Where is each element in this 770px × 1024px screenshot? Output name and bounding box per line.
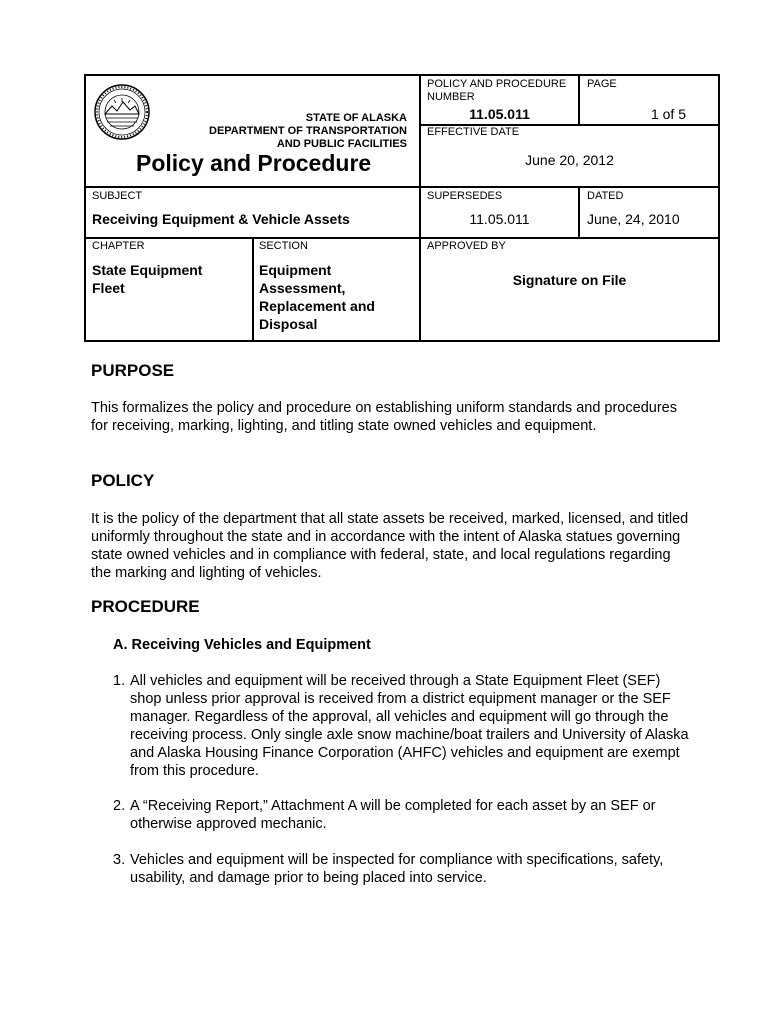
divider-dated-vertical xyxy=(578,186,580,238)
state-seal-icon xyxy=(94,84,150,140)
page-label: PAGE xyxy=(587,78,617,90)
list-item-text: All vehicles and equipment will be received through a State Equipment Fleet (SEF) shop unless prior approval is received from a district equipment manager or the SEF manager. Regardless of the approval, all vehicles and equipment will go through the receiving process. Only single axle snow machine/boat trailers and University of Alaska and Alaska Housing Finance Corporation (AHFC) vehicles and equipment are exempt from this procedure. xyxy=(130,673,689,779)
list-item-number: 3. xyxy=(113,852,126,868)
purpose-text: This formalizes the policy and procedure on establishing uniform standards and procedures for receiving, marking, lighting, and titling state owned vehicles and equipment. xyxy=(91,400,677,434)
organization-name xyxy=(209,112,407,151)
approved-by-label: APPROVED BY xyxy=(427,240,506,252)
section xyxy=(259,261,375,333)
chapter xyxy=(92,261,202,297)
org-line-1: STATE OF ALASKA xyxy=(305,112,407,124)
section-line-1: Equipment xyxy=(259,262,332,278)
divider-section-vertical xyxy=(252,237,254,340)
supersedes-label: SUPERSEDES xyxy=(427,190,503,202)
policy-number: 11.05.011 xyxy=(469,106,530,122)
procedure-subheading: A. Receiving Vehicles and Equipment xyxy=(113,637,371,653)
list-item-number: 2. xyxy=(113,798,126,814)
list-item xyxy=(113,672,693,780)
effective-date: June 20, 2012 xyxy=(525,152,614,168)
subject-label: SUBJECT xyxy=(92,190,143,202)
page-value: 1 of 5 xyxy=(650,106,686,122)
supersedes: 11.05.011 xyxy=(469,211,530,227)
org-line-2: DEPARTMENT OF TRANSPORTATION xyxy=(209,125,407,137)
list-item xyxy=(113,797,693,833)
chapter-line-1: State Equipment xyxy=(92,262,203,278)
policy-number-label-1: POLICY AND PROCEDURE xyxy=(427,78,567,90)
divider-subject-top xyxy=(86,186,718,188)
effective-date-label: EFFECTIVE DATE xyxy=(427,126,520,138)
policy-heading: POLICY xyxy=(91,471,155,490)
subject: Receiving Equipment & Vehicle Assets xyxy=(92,211,350,227)
divider-chapter-top xyxy=(86,237,718,239)
policy-number-cell xyxy=(427,78,566,104)
divider-page-vertical xyxy=(578,76,580,124)
list-item xyxy=(113,851,693,887)
chapter-line-2: Fleet xyxy=(92,280,125,296)
org-line-3: AND PUBLIC FACILITIES xyxy=(276,138,407,150)
section-line-4: Disposal xyxy=(259,316,318,332)
list-item-text: A “Receiving Report,” Attachment A will be completed for each asset by an SEF or otherwise approved mechanic. xyxy=(130,798,656,832)
procedure-heading: PROCEDURE xyxy=(91,597,200,616)
section-line-3: Replacement and xyxy=(259,298,375,314)
dated: June, 24, 2010 xyxy=(587,211,680,227)
list-item-number: 1. xyxy=(113,673,126,689)
purpose-heading: PURPOSE xyxy=(91,361,175,380)
list-item-text: Vehicles and equipment will be inspected for compliance with specifications, safety, usability, and damage prior to being placed into service. xyxy=(130,852,664,886)
approved-by: Signature on File xyxy=(512,272,627,288)
policy-header-table xyxy=(84,74,720,342)
document-title: Policy and Procedure xyxy=(136,150,372,176)
section-line-2: Assessment, xyxy=(259,280,346,296)
dated-label: DATED xyxy=(587,190,624,202)
chapter-label: CHAPTER xyxy=(92,240,145,252)
section-label: SECTION xyxy=(259,240,308,252)
policy-number-label-2: NUMBER xyxy=(427,91,475,103)
policy-text: It is the policy of the department that all state assets be received, marked, licensed, and titled uniformly throughout the state and in accordance with the intent of Alaska statues governing state owned vehicles and in compliance with federal, state, and local regulations regarding the marking and lighting of vehicles. xyxy=(91,511,689,581)
